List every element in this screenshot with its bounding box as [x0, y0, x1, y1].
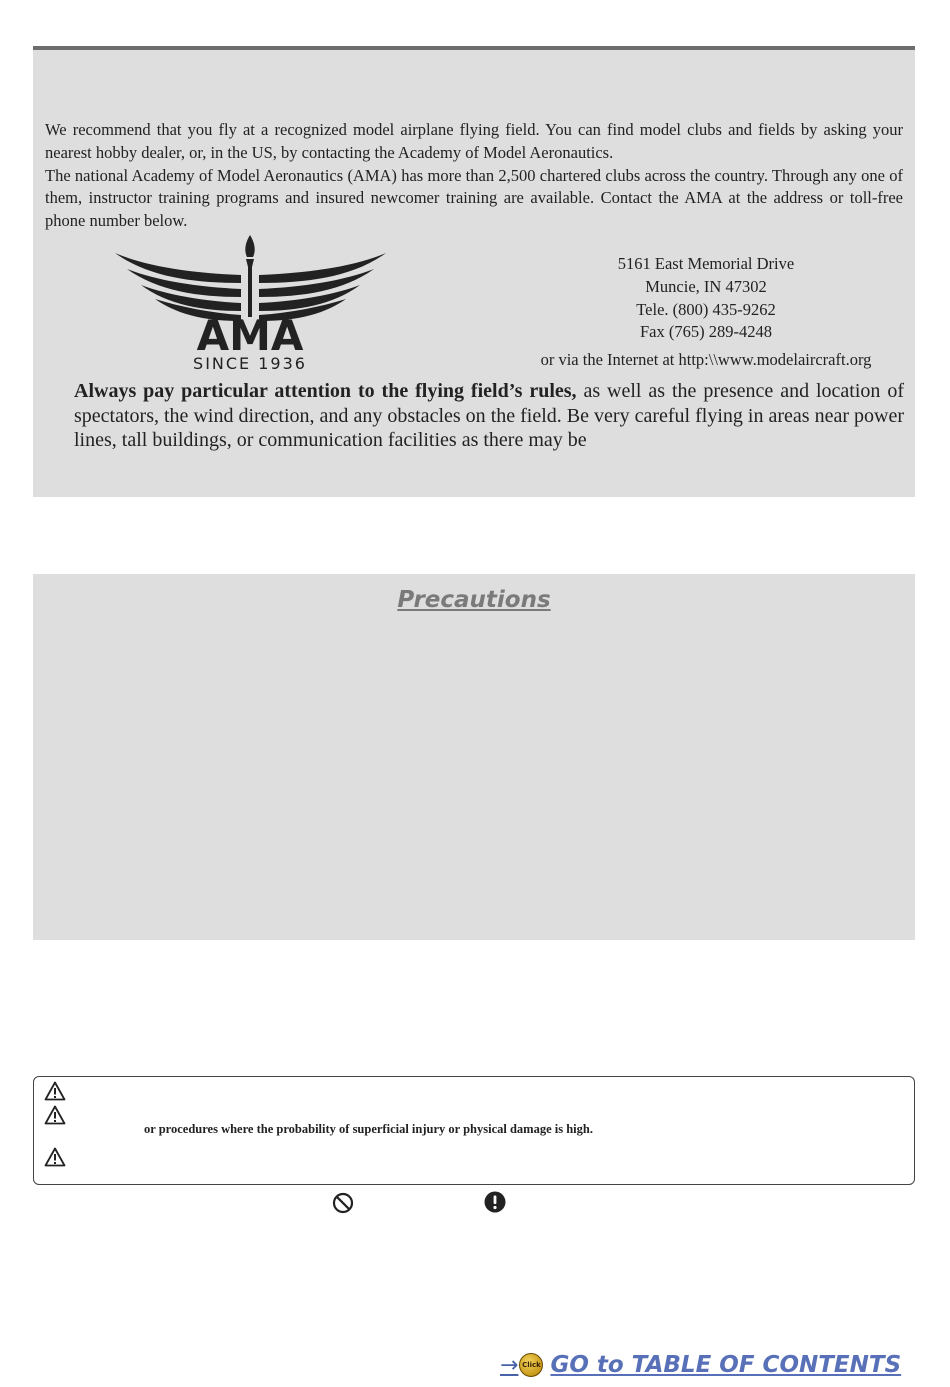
warning-triangle-icon: [44, 1081, 66, 1101]
go-to-toc-link[interactable]: [500, 1350, 912, 1380]
field-rules-body: as well as the presence and location of spectators, the wind direction, and any obstacles on the field. Be very careful flying in areas near power lines, tall buildings, or communication facilities as there may be: [74, 380, 904, 451]
warning-triangle-icon: [44, 1147, 66, 1167]
ama-logo-text: AMA: [196, 311, 304, 360]
address-website: or via the Internet at http:\\www.modelaircraft.org: [540, 350, 872, 369]
caution-description: or procedures where the probability of superficial injury or physical damage is high.: [144, 1122, 593, 1136]
warning-legend-box: [33, 1076, 915, 1185]
mandatory-icon: [484, 1191, 506, 1213]
arrow-right-icon: →: [500, 1352, 519, 1378]
address-city: Muncie, IN 47302: [645, 276, 767, 296]
go-to-toc-label: GO to TABLE OF CONTENTS: [550, 1352, 902, 1378]
precautions-panel: [33, 574, 915, 940]
warning-triangle-icon: [44, 1105, 66, 1125]
intro-text: [45, 119, 903, 233]
address-street: 5161 East Memorial Drive: [617, 254, 795, 273]
precautions-title: Precautions: [397, 587, 551, 613]
prohibited-icon: [332, 1192, 354, 1214]
address-fax: Fax (765) 289-4248: [640, 322, 772, 342]
intro-paragraph-2: The national Academy of Model Aeronautics (AMA) has more than 2,500 chartered clubs across the country. Through any one of them, instructor training programs and insured newcomer training are available. Contact the AMA at the address or toll-free phone number below.: [45, 165, 903, 231]
flying-field-panel: [33, 50, 915, 497]
intro-paragraph-1: We recommend that you fly at a recognized model airplane flying field. You can find model clubs and fields by asking your nearest hobby dealer, or, in the US, by contacting the Academy of Model Aeronautics.: [45, 120, 903, 162]
address-phone: Tele. (800) 435-9262: [636, 299, 776, 319]
ama-address: [553, 253, 859, 344]
ama-logo-since: SINCE 1936: [193, 354, 307, 373]
field-rules-text: [74, 379, 904, 453]
field-rules-lead: Always pay particular attention to the flying field’s rules,: [74, 380, 577, 402]
click-badge-icon: Click: [519, 1353, 543, 1377]
ama-logo: [113, 233, 388, 373]
